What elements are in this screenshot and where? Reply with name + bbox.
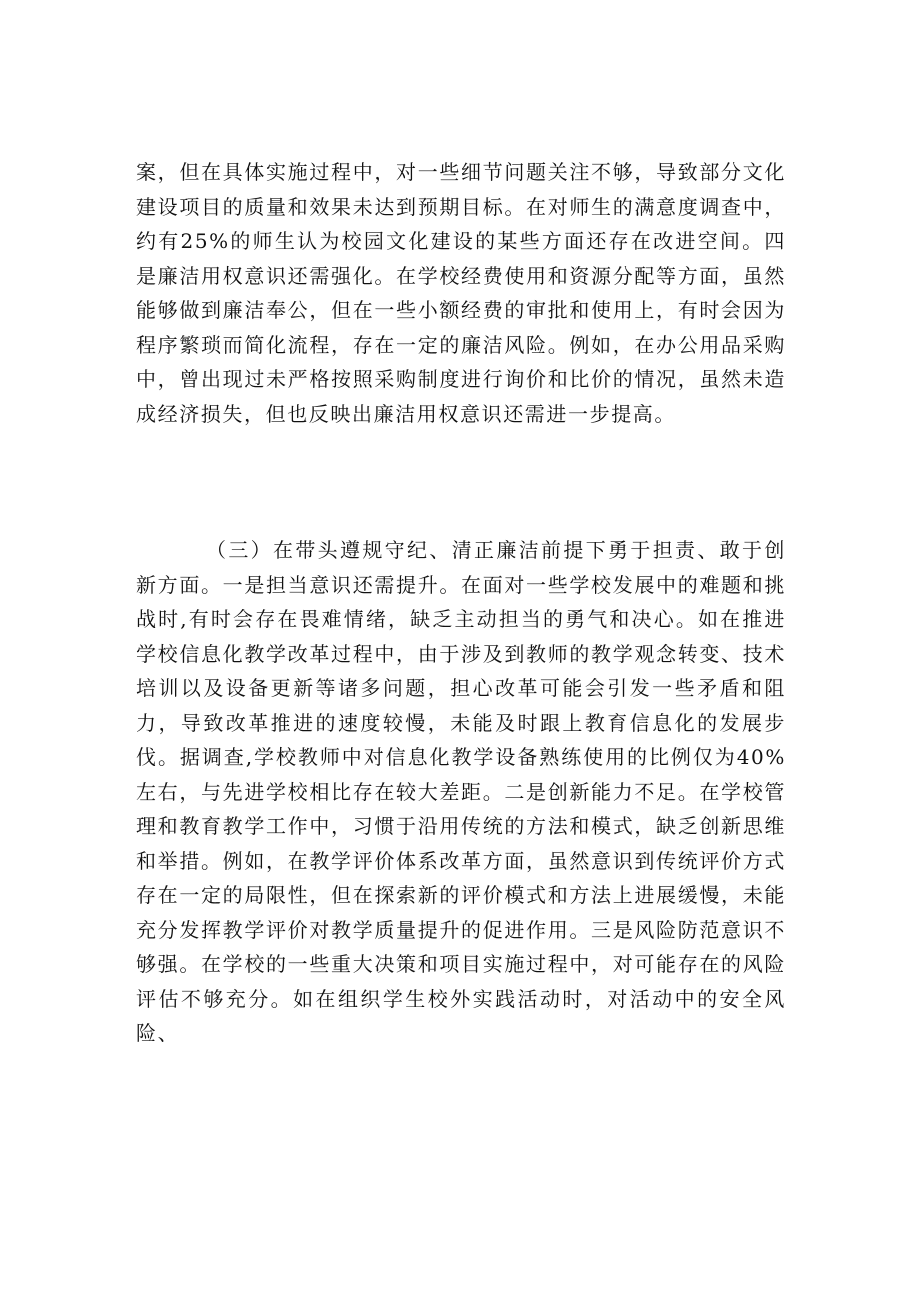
body-paragraph-1: 案，但在具体实施过程中，对一些细节问题关注不够，导致部分文化建设项目的质量和效果未达到预期目标。在对师生的满意度调查中，约有25%的师生认为校园文化建设的某些方面还存在改进空间。四是廉洁用权意识还需强化。在学校经费使用和资源分配等方面，虽然能够做到廉洁奉公，但在一些小额经费的审批和使用上，有时会因为程序繁琐而简化流程，存在一定的廉洁风险。例如，在办公用品采购中，曾出现过未严格按照采购制度进行询价和比价的情况，虽然未造成经济损失，但也反映出廉洁用权意识还需进一步提高。 (136, 160, 786, 426)
body-paragraph-2: （三）在带头遵规守纪、清正廉洁前提下勇于担责、敢于创新方面。一是担当意识还需提升。在面对一些学校发展中的难题和挑战时,有时会存在畏难情绪，缺乏主动担当的勇气和决心。如在推进学校信息化教学改革过程中，由于涉及到教师的教学观念转变、技术培训以及设备更新等诸多问题，担心改革可能会引发一些矛盾和阻力，导致改革推进的速度较慢，未能及时跟上教育信息化的发展步伐。据调查,学校教师中对信息化教学设备熟练使用的比例仅为40%左右，与先进学校相比存在较大差距。二是创新能力不足。在学校管理和教育教学工作中，习惯于沿用传统的方法和模式，缺乏创新思维和举措。例如，在教学评价体系改革方面，虽然意识到传统评价方式存在一定的局限性，但在探索新的评价模式和方法上进展缓慢，未能充分发挥教学评价对教学质量提升的促进作用。三是风险防范意识不够强。在学校的一些重大决策和项目实施过程中，对可能存在的风险评估不够充分。如在组织学生校外实践活动时，对活动中的安全风险、 (136, 538, 786, 1045)
